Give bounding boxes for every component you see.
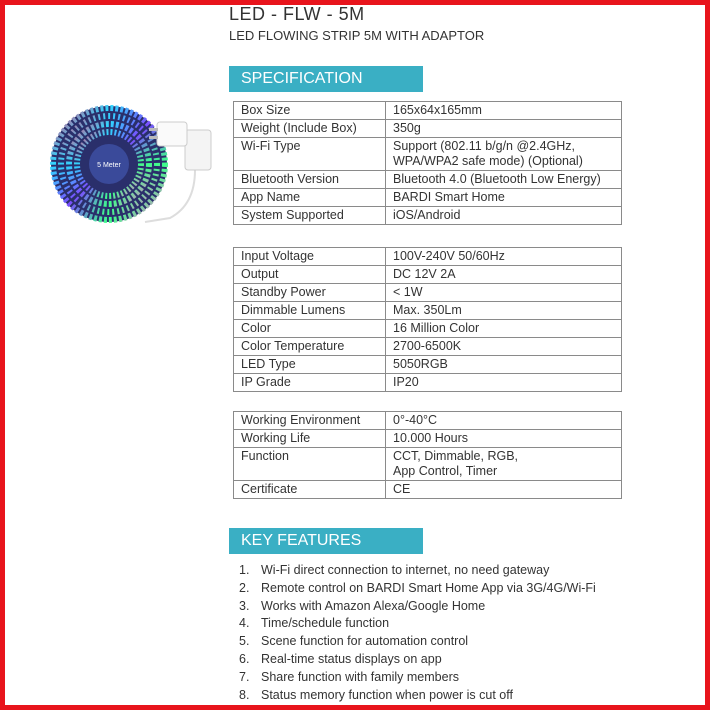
spec-label: Working Life bbox=[234, 430, 386, 448]
product-title: LED - FLW - 5M bbox=[229, 4, 365, 24]
spec-value: 165x64x165mm bbox=[386, 102, 622, 120]
feature-number: 7. bbox=[239, 669, 250, 684]
spec-row bbox=[234, 171, 622, 189]
spec-value: 100V-240V 50/60Hz bbox=[386, 248, 622, 266]
spec-row bbox=[234, 266, 622, 284]
feature-text: Time/schedule function bbox=[261, 616, 390, 631]
spec-label: Color Temperature bbox=[234, 338, 386, 356]
spec-row bbox=[234, 374, 622, 392]
spec-row bbox=[234, 448, 622, 481]
feature-text: Remote control on BARDI Smart Home App via 3G/4G/Wi-Fi bbox=[261, 580, 596, 595]
feature-text: Wi-Fi direct connection to internet, no need gateway bbox=[261, 563, 550, 577]
feature-item bbox=[239, 615, 596, 633]
spec-label: IP Grade bbox=[234, 374, 386, 392]
spec-value: DC 12V 2A bbox=[386, 266, 622, 284]
spec-label: Standby Power bbox=[234, 284, 386, 302]
spec-value: 0°-40°C bbox=[386, 412, 622, 430]
spec-label: Box Size bbox=[234, 102, 386, 120]
spec-table-operation bbox=[233, 411, 622, 499]
feature-item bbox=[239, 669, 596, 687]
key-features-list bbox=[239, 562, 596, 704]
spec-label: Input Voltage bbox=[234, 248, 386, 266]
spec-row bbox=[234, 481, 622, 499]
spec-row bbox=[234, 302, 622, 320]
spec-row bbox=[234, 356, 622, 374]
spec-table-general bbox=[233, 101, 622, 225]
reel-label: 5 Meter bbox=[97, 162, 121, 169]
product-subtitle: LED FLOWING STRIP 5M WITH ADAPTOR bbox=[229, 28, 485, 43]
spec-row bbox=[234, 248, 622, 266]
feature-text: Share function with family members bbox=[261, 669, 459, 684]
feature-item bbox=[239, 687, 596, 705]
spec-value: Max. 350Lm bbox=[386, 302, 622, 320]
feature-item bbox=[239, 580, 596, 598]
spec-value: 16 Million Color bbox=[386, 320, 622, 338]
spec-value: 2700-6500K bbox=[386, 338, 622, 356]
spec-value: CCT, Dimmable, RGB, App Control, Timer bbox=[386, 448, 622, 481]
spec-value: Support (802.11 b/g/n @2.4GHz, WPA/WPA2 safe mode) (Optional) bbox=[386, 138, 622, 171]
spec-value: CE bbox=[386, 481, 622, 499]
feature-item bbox=[239, 598, 596, 616]
spec-row bbox=[234, 412, 622, 430]
spec-row bbox=[234, 120, 622, 138]
spec-label: Dimmable Lumens bbox=[234, 302, 386, 320]
feature-number: 3. bbox=[239, 598, 250, 613]
spec-table-electrical bbox=[233, 247, 622, 392]
feature-text: Real-time status displays on app bbox=[261, 651, 442, 666]
spec-value: IP20 bbox=[386, 374, 622, 392]
feature-text: Scene function for automation control bbox=[261, 634, 469, 649]
spec-label: App Name bbox=[234, 189, 386, 207]
spec-label: System Supported bbox=[234, 207, 386, 225]
spec-row bbox=[234, 338, 622, 356]
feature-number: 1. bbox=[239, 563, 250, 577]
spec-row bbox=[234, 207, 622, 225]
spec-row bbox=[234, 189, 622, 207]
spec-label: Certificate bbox=[234, 481, 386, 499]
spec-row bbox=[234, 284, 622, 302]
spec-label: Working Environment bbox=[234, 412, 386, 430]
feature-number: 6. bbox=[239, 651, 250, 666]
feature-item bbox=[239, 651, 596, 669]
spec-label: Weight (Include Box) bbox=[234, 120, 386, 138]
spec-value: 10.000 Hours bbox=[386, 430, 622, 448]
spec-value: Bluetooth 4.0 (Bluetooth Low Energy) bbox=[386, 171, 622, 189]
feature-number: 4. bbox=[239, 616, 250, 631]
spec-row bbox=[234, 430, 622, 448]
key-features-heading: KEY FEATURES bbox=[229, 528, 423, 554]
led-strip-product-image bbox=[45, 100, 220, 230]
spec-label: LED Type bbox=[234, 356, 386, 374]
spec-label: Bluetooth Version bbox=[234, 171, 386, 189]
spec-label: Wi-Fi Type bbox=[234, 138, 386, 171]
feature-number: 8. bbox=[239, 687, 250, 702]
spec-value: 350g bbox=[386, 120, 622, 138]
feature-text: Works with Amazon Alexa/Google Home bbox=[261, 598, 486, 613]
specification-heading: SPECIFICATION bbox=[229, 66, 423, 92]
feature-number: 2. bbox=[239, 580, 250, 595]
spec-label: Function bbox=[234, 448, 386, 481]
spec-label: Color bbox=[234, 320, 386, 338]
spec-value: BARDI Smart Home bbox=[386, 189, 622, 207]
spec-value: iOS/Android bbox=[386, 207, 622, 225]
feature-text: Status memory function when power is cut off bbox=[261, 687, 513, 702]
feature-item bbox=[239, 633, 596, 651]
spec-value: 5050RGB bbox=[386, 356, 622, 374]
feature-item bbox=[239, 562, 596, 580]
spec-row bbox=[234, 320, 622, 338]
spec-row bbox=[234, 138, 622, 171]
spec-row bbox=[234, 102, 622, 120]
spec-label: Output bbox=[234, 266, 386, 284]
spec-value: < 1W bbox=[386, 284, 622, 302]
feature-number: 5. bbox=[239, 634, 250, 649]
